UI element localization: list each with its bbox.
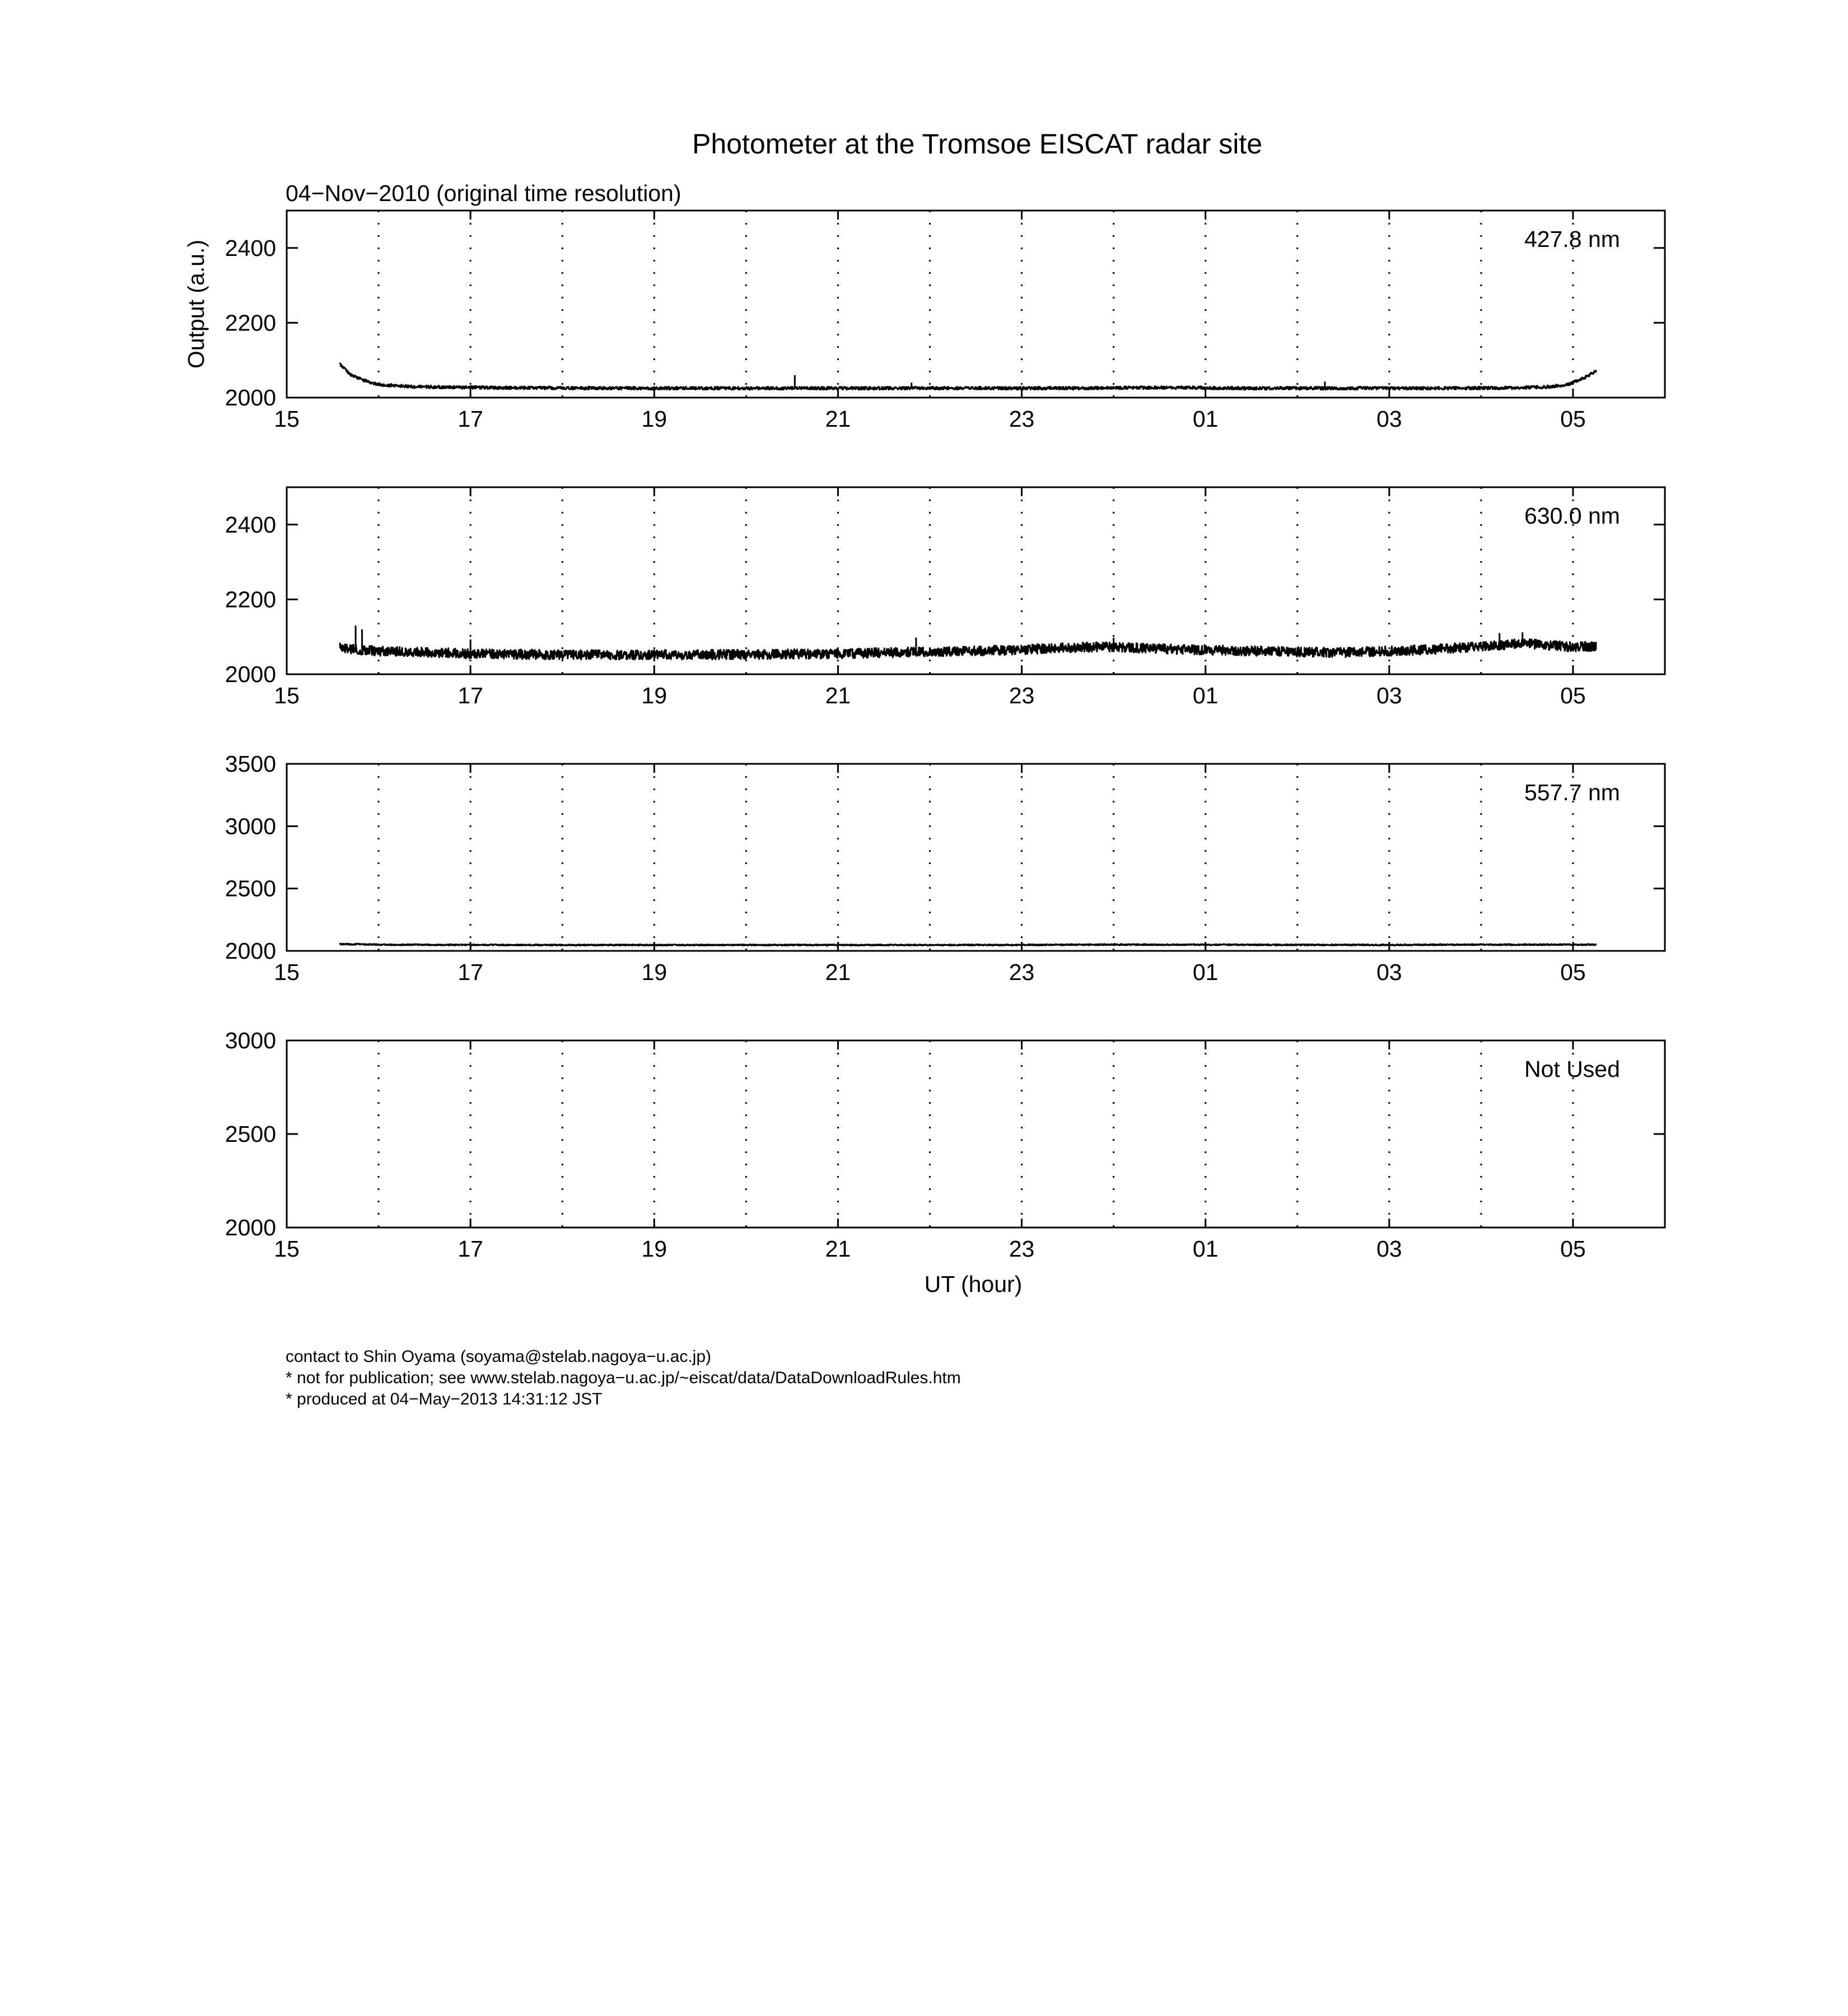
x-tick-label: 19 [641, 959, 668, 985]
chart-panel-2 [225, 487, 1665, 708]
x-tick-label: 05 [1560, 683, 1586, 708]
x-tick-label: 17 [458, 406, 483, 432]
chart-panel-1 [225, 211, 1665, 432]
footer-produced: * produced at 04−May−2013 14:31:12 JST [286, 1390, 603, 1408]
y-tick-label: 2000 [225, 938, 276, 964]
x-tick-label: 19 [641, 406, 668, 432]
y-tick-label: 3500 [225, 751, 276, 777]
plot-frame [287, 764, 1665, 951]
x-tick-label: 21 [825, 683, 851, 708]
x-tick-label: 19 [641, 1236, 668, 1262]
footer-usage-note: * not for publication; see www.stelab.nagoya−u.ac.jp/~eiscat/data/DataDownloadRules.htm [286, 1369, 961, 1387]
x-tick-label: 01 [1192, 1236, 1219, 1262]
y-axis-label: Output (a.u.) [183, 239, 209, 369]
x-tick-label: 17 [458, 683, 483, 708]
panel-label: 557.7 nm [1524, 780, 1620, 805]
x-axis-label: UT (hour) [924, 1271, 1023, 1297]
x-tick-label: 15 [274, 683, 300, 708]
y-tick-label: 2500 [225, 1121, 276, 1147]
data-series [340, 363, 1596, 390]
y-tick-label: 2000 [225, 661, 276, 687]
y-tick-label: 2200 [225, 586, 276, 613]
x-tick-label: 21 [825, 406, 851, 432]
chart-panel-3 [225, 751, 1665, 985]
x-tick-label: 01 [1192, 683, 1219, 708]
x-tick-label: 23 [1009, 683, 1035, 708]
x-tick-label: 23 [1009, 1236, 1035, 1262]
y-tick-label: 3000 [225, 813, 276, 839]
footer-contact: contact to Shin Oyama (soyama@stelab.nagoya−u.ac.jp) [286, 1347, 712, 1366]
x-tick-label: 05 [1560, 1236, 1586, 1262]
x-tick-label: 03 [1376, 683, 1402, 708]
y-tick-label: 2000 [225, 1215, 276, 1240]
panel-label: 630.0 nm [1524, 503, 1620, 529]
y-tick-label: 3000 [225, 1028, 276, 1053]
x-tick-label: 23 [1009, 406, 1035, 432]
figure-title: Photometer at the Tromsoe EISCAT radar site [692, 128, 1263, 160]
panels-group [225, 211, 1665, 1262]
y-tick-label: 2200 [225, 310, 276, 336]
x-tick-label: 15 [274, 1236, 300, 1262]
x-tick-label: 21 [825, 959, 851, 985]
data-series [340, 944, 1596, 946]
x-tick-label: 17 [458, 1236, 483, 1262]
x-tick-label: 01 [1192, 406, 1219, 432]
x-tick-label: 21 [825, 1236, 851, 1262]
figure-subtitle: 04−Nov−2010 (original time resolution) [286, 180, 682, 206]
y-tick-label: 2500 [225, 875, 276, 902]
y-tick-label: 2400 [225, 235, 276, 261]
x-tick-label: 03 [1376, 406, 1402, 432]
plot-frame [287, 211, 1665, 398]
x-tick-label: 05 [1560, 406, 1586, 432]
x-tick-label: 03 [1376, 959, 1402, 985]
x-tick-label: 15 [274, 406, 300, 432]
y-tick-label: 2000 [225, 385, 276, 410]
x-tick-label: 05 [1560, 959, 1586, 985]
x-tick-label: 01 [1192, 959, 1219, 985]
plot-frame [287, 1040, 1665, 1228]
data-series [340, 640, 1596, 660]
x-tick-label: 19 [641, 683, 668, 708]
x-tick-label: 23 [1009, 959, 1035, 985]
y-tick-label: 2400 [225, 511, 276, 538]
panel-label: 427.8 nm [1524, 226, 1620, 252]
footer [286, 1347, 961, 1408]
panel-label: Not Used [1524, 1056, 1620, 1082]
chart-panel-4 [225, 1028, 1665, 1262]
x-tick-label: 03 [1376, 1236, 1402, 1262]
x-tick-label: 17 [458, 959, 483, 985]
x-tick-label: 15 [274, 959, 300, 985]
